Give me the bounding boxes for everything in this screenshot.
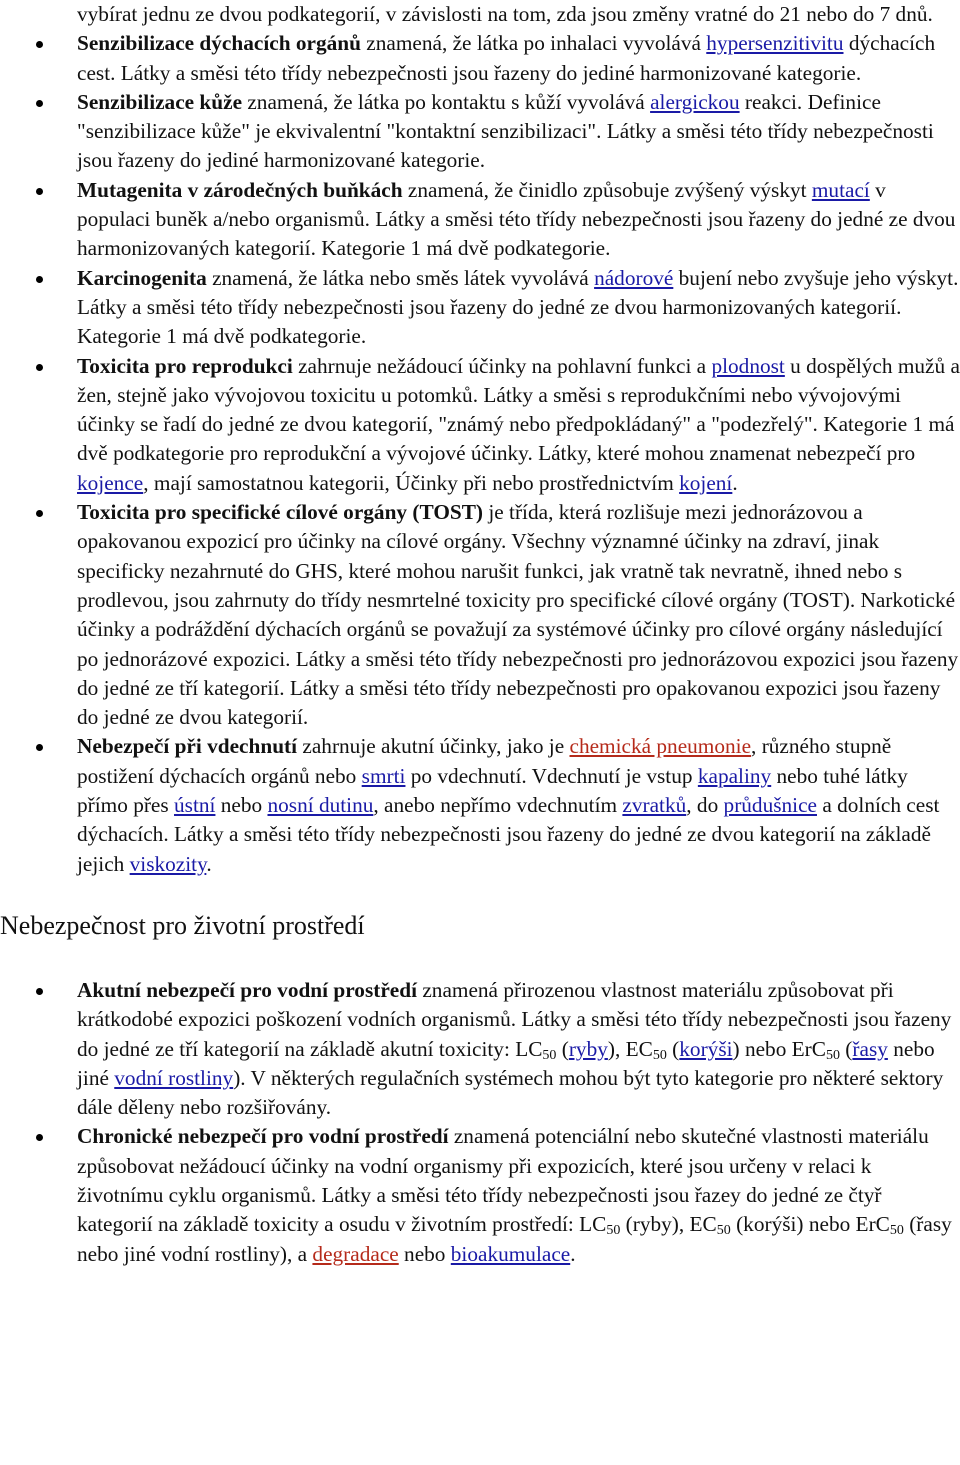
bullet-icon (36, 510, 43, 517)
link-plodnost[interactable]: plodnost (711, 353, 785, 378)
link-kojence[interactable]: kojence (77, 470, 144, 495)
term: Chronické nebezpečí pro vodní prostředí (77, 1124, 449, 1149)
continuation-text: vybírat jednu ze dvou podkategorií, v závislosti na tom, zda jsou změny vratné do 21 nebo do 7 dnů. (77, 2, 933, 26)
link-alergicka[interactable]: alergickou (650, 89, 740, 114)
term: Senzibilizace dýchacích orgánů (77, 31, 361, 56)
list-item: Senzibilizace dýchacích orgánů znamená, že látka po inhalaci vyvolává hypersenzitivitu dýchacích cest. Látky a směsi této třídy nebezpečnosti jsou řazeny do jediné harmonizované kategorie. (0, 29, 960, 88)
term: Karcinogenita (77, 265, 207, 290)
bullet-icon (36, 364, 43, 371)
list-item: Mutagenita v zárodečných buňkách znamená, že činidlo způsobuje zvýšený výskyt mutací v populaci buněk a/nebo organismů. Látky a směsi této třídy nebezpečnosti jsou řazeny do jedné ze dvou harmonizovaných kategorií. Kategorie 1 má dvě podkategorie. (0, 176, 960, 264)
bullet-icon (36, 188, 43, 195)
term: Mutagenita v zárodečných buňkách (77, 177, 403, 202)
link-nadorove[interactable]: nádorové (594, 265, 674, 290)
environment-hazard-list (0, 976, 960, 1269)
link-smrti[interactable]: smrti (361, 763, 406, 788)
bullet-icon (36, 988, 43, 995)
term-abbr: (TOST) (407, 500, 484, 525)
bullet-icon (36, 276, 43, 283)
list-item: Akutní nebezpečí pro vodní prostředí znamená přirozenou vlastnost materiálu způsobovat při krátkodobé expozici poškození vodních organismů. Látky a směsi této třídy nebezpečnosti jsou řazeny do jedné ze tří kategorií na základě akutní toxicity: $LC_{50}$ (ryby), $EC_{50}$ (korýši) nebo ErC$_{50}$ (řasy nebo jiné vodní rostliny). V některých regulačních systémech mohou být tyto kategorie pro některé sektory dále děleny nebo rozšiřovány. (0, 976, 960, 1122)
list-item: Karcinogenita znamená, že látka nebo směs látek vyvolává nádorové bujení nebo zvyšuje jeho výskyt. Látky a směsi této třídy nebezpečnosti jsou řazeny do jedné ze dvou harmonizovaných kategorií. Kategorie 1 má dvě podkategorie. (0, 264, 960, 352)
link-mutace[interactable]: mutací (811, 177, 870, 202)
link-nosni-dutinu[interactable]: nosní dutinu (267, 793, 374, 818)
term: Nebezpečí při vdechnutí (77, 734, 298, 759)
term: Toxicita pro reprodukci (77, 353, 293, 378)
term: Toxicita pro specifické cílové orgány (77, 500, 408, 525)
link-bioakumulace[interactable]: bioakumulace (450, 1241, 571, 1266)
bullet-icon (36, 1134, 43, 1141)
list-item: Toxicita pro reprodukci zahrnuje nežádoucí účinky na pohlavní funkci a plodnost u dospělých mužů a žen, stejně jako vývojovou toxicitu u potomků. Látky a směsi s reprodukčními nebo vývojovými účinky se řadí do jedné ze dvou kategorií, "známý nebo předpokládaný" a "podezřelý". Kategorie 1 má dvě podkategorie pro reprodukční a vývojové účinky. Látky, které mohou znamenat nebezpečí pro kojence, mají samostatnou kategorii, Účinky při nebo prostřednictvím kojení. (0, 352, 960, 498)
link-hypersenzitivita[interactable]: hypersenzitivitu (706, 31, 844, 56)
link-rasy[interactable]: řasy (852, 1036, 888, 1061)
link-kojeni[interactable]: kojení (679, 470, 733, 495)
bullet-icon (36, 744, 43, 751)
term: Senzibilizace kůže (77, 89, 243, 114)
bullet-icon (36, 41, 43, 48)
link-kapaliny[interactable]: kapaliny (697, 763, 772, 788)
term: Akutní nebezpečí pro vodní prostředí (77, 977, 418, 1002)
link-korysi[interactable]: korýši (679, 1036, 733, 1061)
list-item: Nebezpečí při vdechnutí zahrnuje akutní účinky, jako je chemická pneumonie, různého stupně postižení dýchacích orgánů nebo smrti po vdechnutí. Vdechnutí je vstup kapaliny nebo tuhé látky přímo přes ústní nebo nosní dutinu, anebo nepřímo vdechnutím zvratků, do průdušnice a dolních cest dýchacích. Látky a směsi této třídy nebezpečnosti jsou řazeny do jedné ze dvou kategorií na základě jejich viskozity. (0, 732, 960, 878)
link-degradace[interactable]: degradace (312, 1241, 399, 1266)
section-heading-environment: Nebezpečnost pro životní prostředí (0, 910, 365, 940)
link-vodni-rostliny[interactable]: vodní rostliny (114, 1065, 234, 1090)
list-item: Toxicita pro specifické cílové orgány (TOST) je třída, která rozlišuje mezi jednorázovou a opakovanou expozicí pro účinky na cílové orgány. Všechny významné účinky na zdraví, jinak specificky nezahrnuté do GHS, které mohou narušit funkci, jak vratně tak nevratně, ihned nebo s prodlevou, jsou zahrnuty do třídy nesmrtelné toxicity pro specifické cílové orgány (TOST). Narkotické účinky a podráždění dýchacích orgánů se považují za systémové účinky pro cílové orgány následující po jednorázové expozici. Látky a směsi této třídy nebezpečnosti pro jednorázovou expozici jsou řazeny do jedné ze tří kategorií. Látky a směsi této třídy nebezpečnosti pro opakovanou expozici jsou řazeny do jedné ze dvou kategorií. (0, 498, 960, 732)
link-ustni[interactable]: ústní (174, 793, 216, 818)
bullet-icon (36, 100, 43, 107)
list-item: Senzibilizace kůže znamená, že látka po kontaktu s kůží vyvolává alergickou reakci. Definice "senzibilizace kůže" je ekvivalentní "kontaktní senzibilizaci". Látky a směsi této třídy nebezpečnosti jsou řazeny do jediné harmonizované kategorie. (0, 88, 960, 176)
list-item-continuation (0, 0, 960, 29)
link-prudusnice[interactable]: průdušnice (723, 793, 817, 818)
link-viskozity[interactable]: viskozity (129, 851, 207, 876)
link-chemicka-pneumonie[interactable]: chemická pneumonie (569, 734, 752, 759)
link-zvratku[interactable]: zvratků (622, 793, 687, 818)
link-ryby[interactable]: ryby (568, 1036, 608, 1061)
list-item: Chronické nebezpečí pro vodní prostředí znamená potenciální nebo skutečné vlastnosti materiálu způsobovat nežádoucí účinky na vodní organismy při expozicích, které jsou určeny v relaci k životnímu cyklu organismů. Látky a směsi této třídy nebezpečnosti jsou řazey do jedné ze čtyř kategorií na základě toxicity a osudu v životním prostředí: $LC_{50}$ (ryby), $EC_{50}$ (korýši) nebo ErC$_{50}$ (řasy nebo jiné vodní rostliny), a degradace nebo bioakumulace. (0, 1122, 960, 1268)
